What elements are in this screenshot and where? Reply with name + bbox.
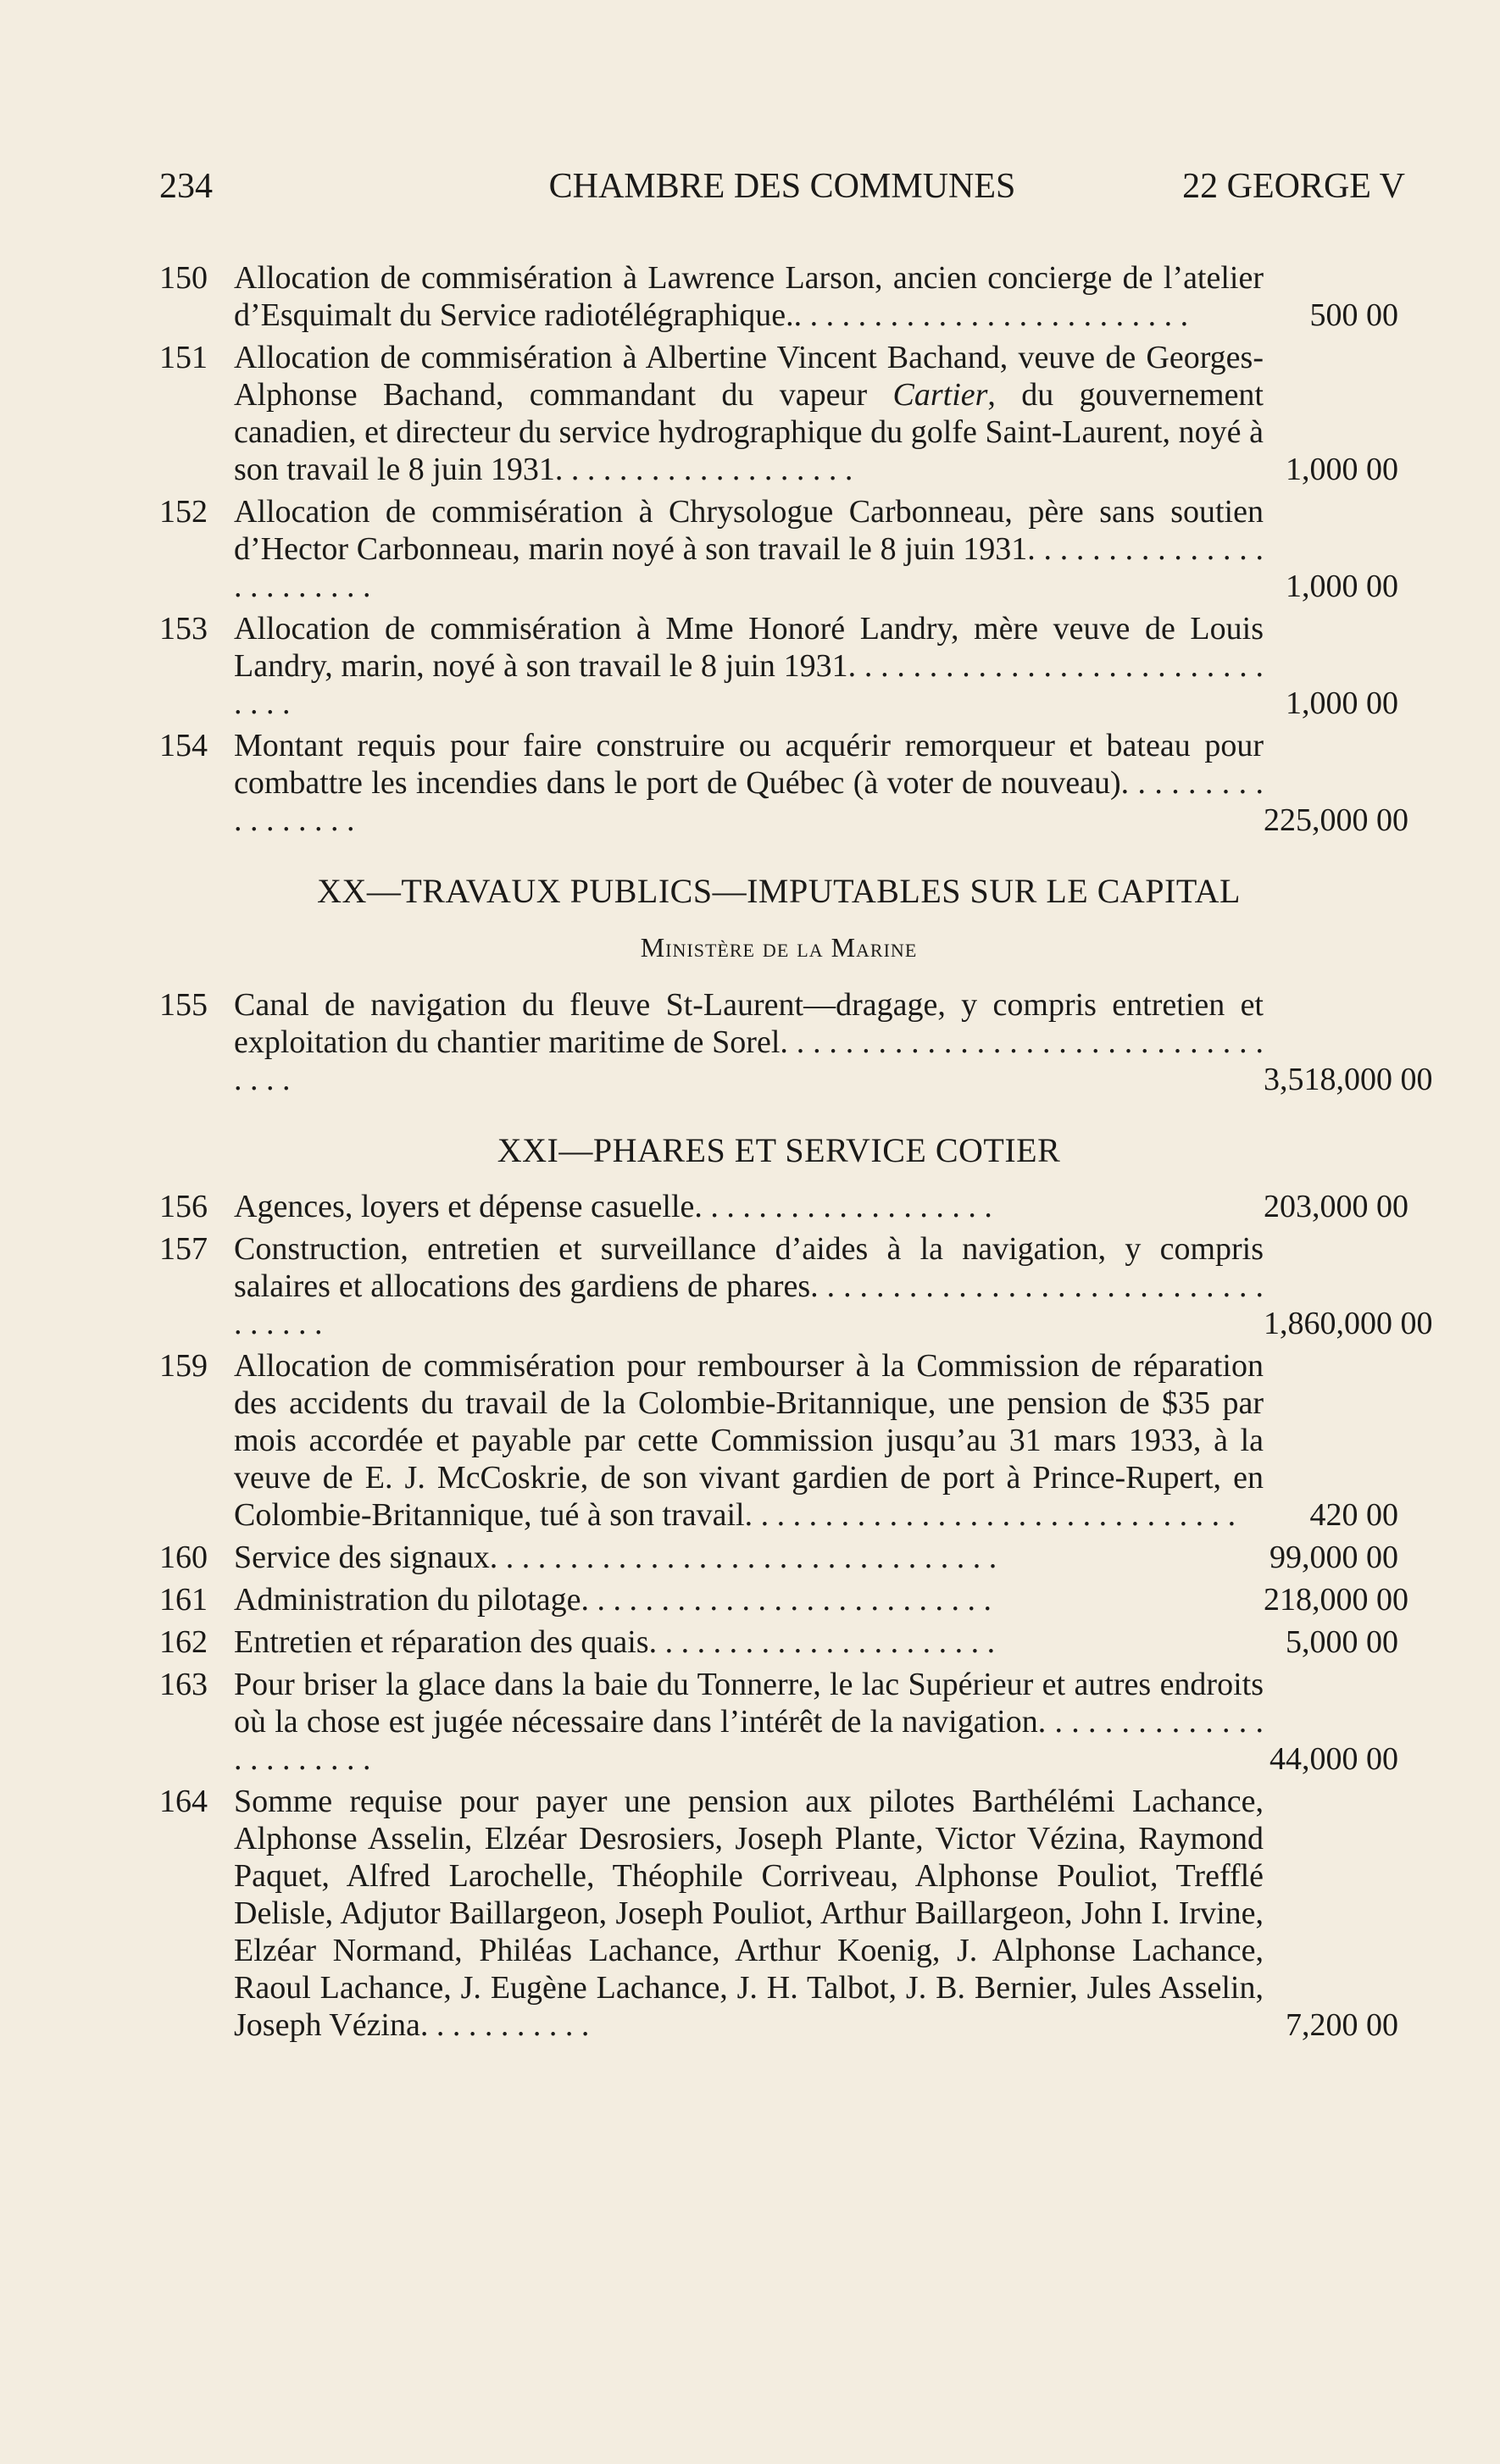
item-amount: 420 00 (1309, 1497, 1398, 1533)
item-number: 152 (159, 494, 208, 530)
page-header (159, 166, 1405, 217)
item-amount: 7,200 00 (1286, 2007, 1398, 2043)
item-body (234, 1581, 1408, 1618)
item-number: 160 (159, 1540, 208, 1575)
item-amount: 99,000 00 (1269, 1540, 1398, 1575)
estimate-item (159, 339, 1398, 488)
item-description: Agences, loyers et dépense casuelle. . . . . . . . . . . . . . . . . . . (234, 1189, 992, 1224)
item-amount: 3,518,000 00 (1264, 1062, 1433, 1097)
estimate-item (159, 610, 1398, 722)
item-amount: 5,000 00 (1286, 1624, 1398, 1660)
item-body (234, 259, 1398, 334)
item-number: 155 (159, 987, 208, 1023)
item-description: Somme requise pour payer une pension aux pilotes Barthélémi Lachance, Alphonse Asselin, Elzéar Desrosiers, Joseph Plante, Victor Vézina, Raymond Paquet, Alfred Larochelle, Théophile Corriveau, Alphonse Pouliot, Trefflé Delisle, Adjutor Baillargeon, Joseph Pouliot, Arthur Baillargeon, John I. Irvine, Elzéar Normand, Philéas Lachance, Arthur Koenig, J. Alphonse Lachance, Raoul Lachance, J. Eugène Lachance, J. H. Talbot, J. B. Bernier, Jules Asselin, Joseph Vézina. . . . . . . . . . . (234, 1784, 1264, 2043)
item-number: 164 (159, 1784, 208, 1819)
estimate-item (159, 1188, 1408, 1225)
estimate-item (159, 1783, 1398, 2044)
item-description: Service des signaux. . . . . . . . . . . . . . . . . . . . . . . . . . . . . . . . (234, 1540, 997, 1575)
item-amount: 218,000 00 (1264, 1582, 1408, 1618)
session-label: 22 GEORGE V (1182, 167, 1405, 206)
section-title-xx: XX—TRAVAUX PUBLICS—IMPUTABLES SUR LE CAPITAL (317, 872, 1241, 910)
estimates-content (159, 259, 1433, 2049)
estimate-item (159, 1230, 1433, 1342)
page-number: 234 (159, 167, 213, 206)
item-description: Entretien et réparation des quais. . . . . . . . . . . . . . . . . . . . . . (234, 1624, 996, 1660)
item-description: Allocation de commisération à Lawrence Larson, ancien concierge de l’atelier d’Esquimalt du Service radiotélégraphique.. . . . . . . . . . . . . . . . . . . . . . . . . (234, 260, 1264, 333)
item-body (234, 1188, 1408, 1225)
item-number: 161 (159, 1582, 208, 1618)
section-subtitle-xx: Ministère de la Marine (640, 932, 918, 963)
item-number: 157 (159, 1231, 208, 1267)
items-list-xxi (159, 1188, 1433, 2044)
estimate-item (159, 1347, 1398, 1534)
item-number: 154 (159, 728, 208, 763)
section-title-xxi: XXI—PHARES ET SERVICE COTIER (497, 1131, 1061, 1169)
item-amount: 1,000 00 (1286, 569, 1398, 604)
item-amount: 44,000 00 (1269, 1741, 1398, 1777)
item-body (234, 1347, 1398, 1534)
estimate-item (159, 1581, 1408, 1618)
item-body (234, 610, 1398, 722)
estimate-item (159, 727, 1408, 839)
running-title: CHAMBRE DES COMMUNES (548, 167, 1016, 206)
item-number: 151 (159, 340, 208, 375)
item-amount: 1,000 00 (1286, 685, 1398, 721)
estimate-item (159, 1539, 1398, 1576)
item-body (234, 1623, 1398, 1661)
item-description: Pour briser la glace dans la baie du Tonnerre, le lac Supérieur et autres endroits où la chose est jugée nécessaire dans l’intérêt de la navigation. . . . . . . . . . . . . . . . . . . . . . . (234, 1667, 1264, 1777)
item-body (234, 1230, 1433, 1342)
item-number: 159 (159, 1348, 208, 1384)
item-body (234, 727, 1408, 839)
item-description: Montant requis pour faire construire ou acquérir remorqueur et bateau pour combattre les incendies dans le port de Québec (à voter de nouveau). . . . . . . . . . . . . . . . . (234, 728, 1264, 838)
item-amount: 225,000 00 (1264, 802, 1408, 838)
estimate-item (159, 1666, 1398, 1778)
estimate-item (159, 1623, 1398, 1661)
item-description: Allocation de commisération à Chrysologue Carbonneau, père sans soutien d’Hector Carbonneau, marin noyé à son travail le 8 juin 1931. . . . . . . . . . . . . . . . . . . . . . . . (234, 494, 1264, 604)
item-number: 153 (159, 611, 208, 647)
item-description: Allocation de commisération à Albertine Vincent Bachand, veuve de Georges-Alphonse Bachand, commandant du vapeur Cartier, du gouvernement canadien, et directeur du service hydrographique du golfe Saint-Laurent, noyé à son travail le 8 juin 1931. . . . . . . . . . . . . . . . . . . (234, 340, 1264, 487)
estimate-item (159, 493, 1398, 605)
item-number: 162 (159, 1624, 208, 1660)
item-body (234, 1666, 1398, 1778)
item-number: 163 (159, 1667, 208, 1702)
item-number: 156 (159, 1189, 208, 1224)
item-body (234, 1783, 1398, 2044)
item-amount: 1,000 00 (1286, 452, 1398, 487)
item-description: Canal de navigation du fleuve St-Laurent—dragage, y compris entretien et exploitation du chantier maritime de Sorel. . . . . . . . . . . . . . . . . . . . . . . . . . . . . . . . . . (234, 987, 1264, 1097)
estimate-item (159, 259, 1398, 334)
item-description: Allocation de commisération pour rembourser à la Commission de réparation des accidents du travail de la Colombie-Britannique, une pension de $35 par mois accordée et payable par cette Commission jusqu’au 31 mars 1933, à la veuve de E. J. McCoskrie, de son vivant gardien de port à Prince-Rupert, en Colombie-Britannique, tué à son travail. . . . . . . . . . . . . . . . . . . . . . . . . . . . . . . (234, 1348, 1264, 1533)
item-description: Allocation de commisération à Mme Honoré Landry, mère veuve de Louis Landry, marin, noyé à son travail le 8 juin 1931. . . . . . . . . . . . . . . . . . . . . . . . . . . . . . (234, 611, 1264, 721)
item-description: Construction, entretien et surveillance d’aides à la navigation, y compris salaires et allocations des gardiens de phares. . . . . . . . . . . . . . . . . . . . . . . . . . . . . . . . . . (234, 1231, 1264, 1341)
item-body (234, 339, 1398, 488)
item-description: Administration du pilotage. . . . . . . . . . . . . . . . . . . . . . . . . . (234, 1582, 992, 1618)
items-list (159, 259, 1408, 839)
estimate-item (159, 986, 1433, 1098)
item-body (234, 493, 1398, 605)
items-list-xx (159, 986, 1433, 1098)
item-body (234, 1539, 1398, 1576)
item-amount: 500 00 (1309, 297, 1398, 333)
item-amount: 1,860,000 00 (1264, 1306, 1433, 1341)
vessel-name: Cartier (892, 377, 988, 413)
item-amount: 203,000 00 (1264, 1189, 1408, 1224)
item-body (234, 986, 1433, 1098)
item-number: 150 (159, 260, 208, 296)
